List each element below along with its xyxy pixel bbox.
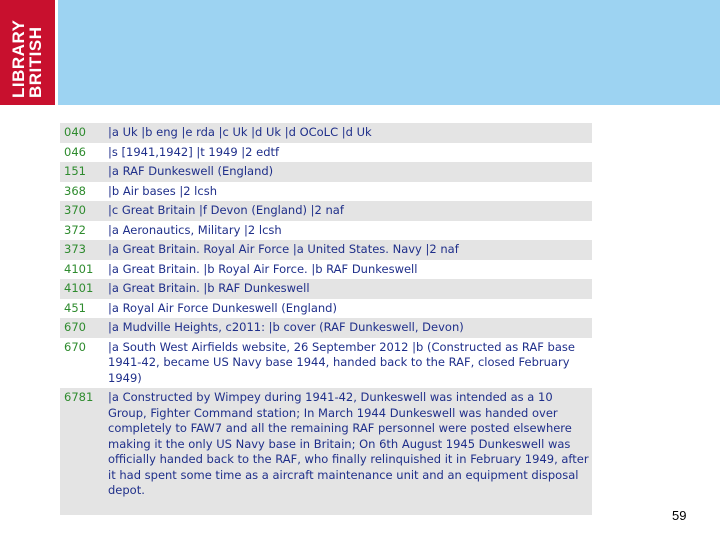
record-field-row [60, 318, 592, 338]
logo-line-british: BRITISH [26, 26, 45, 98]
record-field-row [60, 299, 592, 319]
field-tag: 368 [60, 182, 104, 202]
field-tag: 6781 [60, 388, 104, 515]
record-field-row [60, 240, 592, 260]
record-field-row [60, 279, 592, 299]
field-tag: 4101 [60, 279, 104, 299]
field-tag: 151 [60, 162, 104, 182]
field-tag: 372 [60, 221, 104, 241]
field-tag: 040 [60, 123, 104, 143]
record-field-row [60, 123, 592, 143]
field-value: |s [1941,1942] |t 1949 |2 edtf [104, 143, 592, 163]
field-tag: 4101 [60, 260, 104, 280]
record-field-row [60, 143, 592, 163]
field-tag: 370 [60, 201, 104, 221]
field-tag: 670 [60, 318, 104, 338]
field-tag: 373 [60, 240, 104, 260]
record-field-row [60, 388, 592, 515]
field-value: |a Great Britain. Royal Air Force |a United States. Navy |2 naf [104, 240, 592, 260]
field-value: |a Great Britain. |b Royal Air Force. |b RAF Dunkeswell [104, 260, 592, 280]
record-field-row [60, 260, 592, 280]
field-tag: 451 [60, 299, 104, 319]
field-value: |a Great Britain. |b RAF Dunkeswell [104, 279, 592, 299]
field-tag: 046 [60, 143, 104, 163]
field-value: |a Uk |b eng |e rda |c Uk |d Uk |d OCoLC |d Uk [104, 123, 592, 143]
field-value: |a RAF Dunkeswell (England) [104, 162, 592, 182]
logo-line-library: LIBRARY [9, 19, 28, 98]
record-field-row [60, 201, 592, 221]
field-value: |b Air bases |2 lcsh [104, 182, 592, 202]
field-value: |a Aeronautics, Military |2 lcsh [104, 221, 592, 241]
field-value: |a South West Airfields website, 26 September 2012 |b (Constructed as RAF base 1941-42, became US Navy base 1944, handed back to the RAF, closed February 1949) [104, 338, 592, 389]
field-value: |a Royal Air Force Dunkeswell (England) [104, 299, 592, 319]
record-field-row [60, 338, 592, 389]
page-number: 59 [672, 508, 687, 523]
field-value: |a Constructed by Wimpey during 1941-42, Dunkeswell was intended as a 10 Group, Fighter Command station; In March 1944 Dunkeswell was handed over completely to FAW7 and all the remaining RAF personnel were posted elsewhere making it the only US Navy base in Britain; On 6th August 1945 Dunkeswell was officially handed back to the RAF, who finally relinquished it in February 1949, after it had spent some time as a aircraft maintenance unit and an equipment disposal depot. [104, 388, 592, 515]
record-field-row [60, 182, 592, 202]
field-value: |c Great Britain |f Devon (England) |2 naf [104, 201, 592, 221]
british-library-logo [0, 0, 55, 105]
field-tag: 670 [60, 338, 104, 389]
field-value: |a Mudville Heights, c2011: |b cover (RAF Dunkeswell, Devon) [104, 318, 592, 338]
header-banner [58, 0, 720, 105]
record-field-row [60, 221, 592, 241]
logo-wordmark [10, 20, 44, 98]
record-field-row [60, 162, 592, 182]
marc-authority-record [60, 123, 592, 515]
